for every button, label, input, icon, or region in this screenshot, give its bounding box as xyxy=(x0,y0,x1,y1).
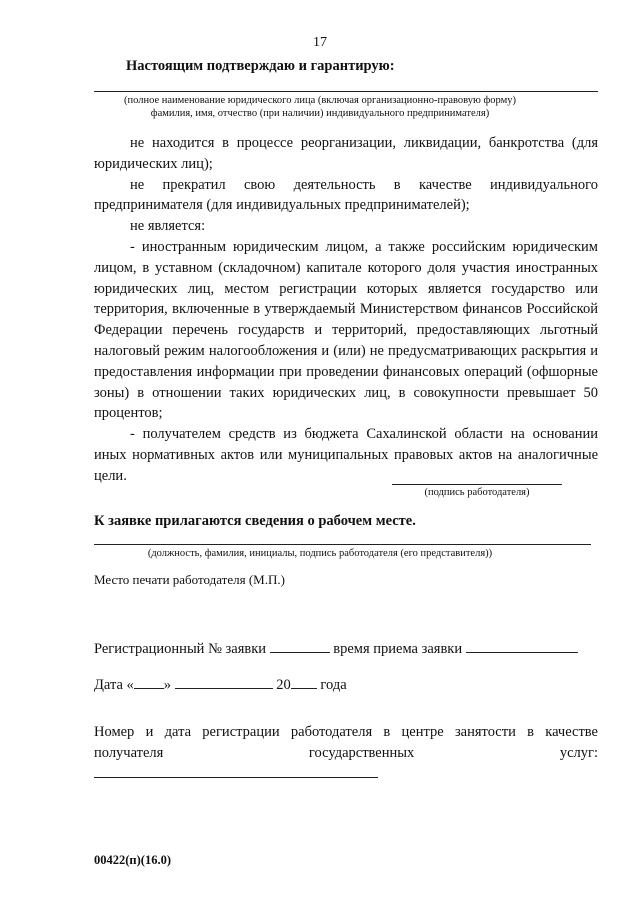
reception-time-label: время приема заявки xyxy=(333,641,463,657)
attachment-heading: К заявке прилагаются сведения о рабочем месте. xyxy=(94,513,416,529)
paragraph-budget-recipient: - получателем средств из бюджета Сахалинской области на основании иных нормативных актов или муниципальных правовых актов на аналогичные цели. xyxy=(94,426,598,484)
registration-row xyxy=(94,640,578,658)
page-number: 17 xyxy=(313,35,327,50)
entity-name-line xyxy=(94,91,598,92)
date-label: Дата « xyxy=(94,677,134,693)
entity-caption-line2: фамилия, имя, отчество (при наличии) индивидуального предпринимателя) xyxy=(150,108,490,119)
date-day-field[interactable] xyxy=(134,676,164,689)
entity-caption-line1: (полное наименование юридического лица (включая организационно-правовую форму) xyxy=(123,95,516,106)
employer-signature-line xyxy=(392,484,562,485)
position-caption: (должность, фамилия, инициалы, подпись работодателя (его представителя)) xyxy=(147,548,493,559)
reception-time-field[interactable] xyxy=(466,640,578,653)
position-line xyxy=(94,544,591,545)
paragraph-foreign-entity: - иностранным юридическим лицом, а также российским юридическим лицом, в уставном (складочном) капитале которого доля участия иностранных юридических лиц, местом регистрации которых является государство или территория, включенные в утверждаемый Министерством финансов Российской Федерации перечень государств и территорий, предоставляющих льготный налоговый режим налогообложения и (или) не предусматривающих раскрытия и предоставления информации при проведении финансовых операций (офшорные зоны) в отношении таких юридических лиц, в совокупности превышает 50 процентов; xyxy=(94,238,598,422)
employment-center-block xyxy=(94,722,598,784)
registration-number-label: Регистрационный № заявки xyxy=(94,641,267,657)
paragraph-reorganization: не находится в процессе реорганизации, ликвидации, банкротства (для юридических лиц); xyxy=(94,135,598,172)
employment-center-field[interactable] xyxy=(94,765,378,778)
guarantee-body xyxy=(94,133,598,487)
employment-center-text: Номер и дата регистрации работодателя в центре занятости в качестве получателя государственных услуг: xyxy=(94,724,598,761)
form-code: 00422(п)(16.0) xyxy=(94,853,171,867)
date-month-field[interactable] xyxy=(175,676,273,689)
stamp-label: Место печати работодателя (М.П.) xyxy=(94,572,285,587)
paragraph-activity: не прекратил свою деятельность в качестве индивидуального предпринимателя (для индивидуальных предпринимателей); xyxy=(94,176,598,214)
date-row xyxy=(94,676,347,694)
registration-number-field[interactable] xyxy=(270,640,330,653)
confirm-heading: Настоящим подтверждаю и гарантирую: xyxy=(126,58,395,74)
paragraph-not-is: не является: xyxy=(130,218,206,235)
year-prefix: 20 xyxy=(276,677,291,693)
date-quote-close: » xyxy=(163,677,172,693)
date-year-field[interactable] xyxy=(291,676,317,689)
employer-signature-caption: (подпись работодателя) xyxy=(424,487,530,498)
year-suffix: года xyxy=(320,677,347,693)
